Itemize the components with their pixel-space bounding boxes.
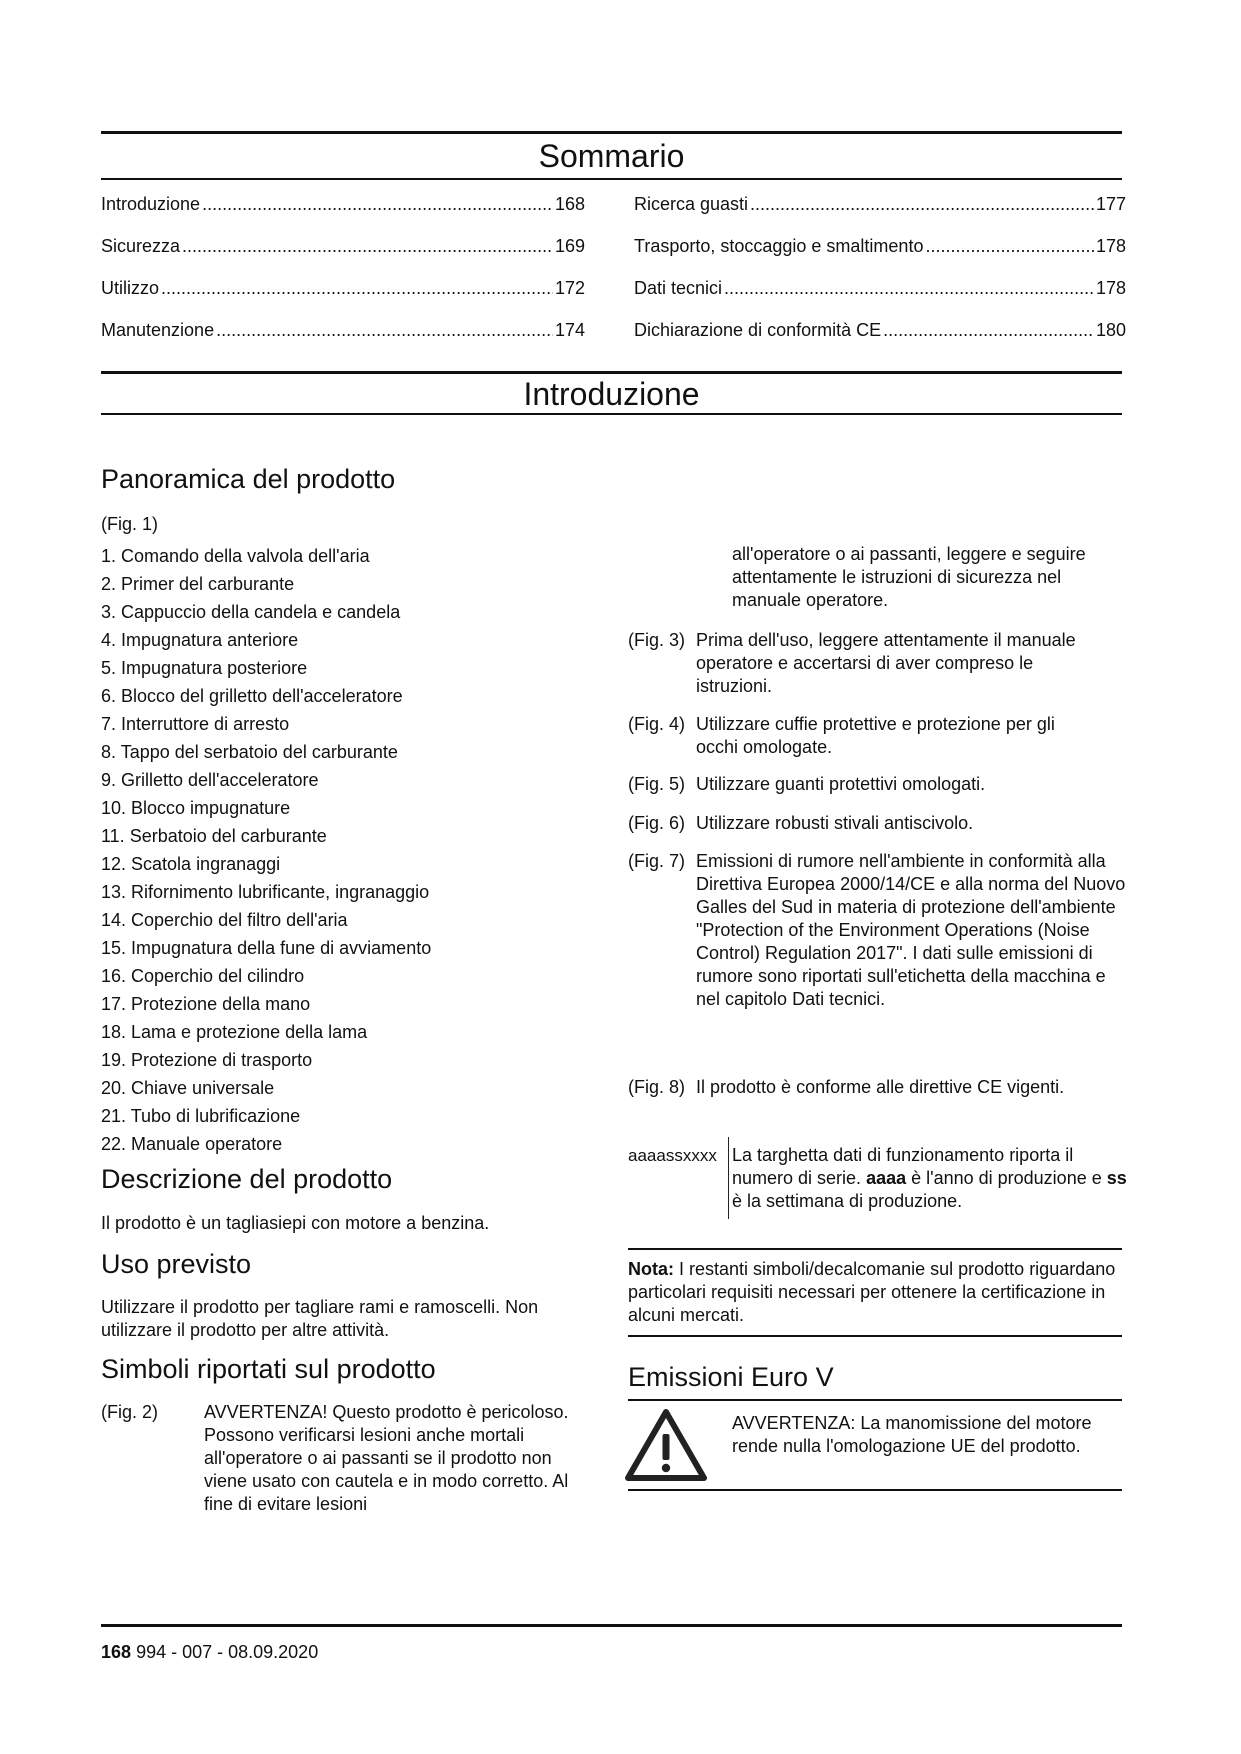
list-item: 12. Scatola ingranaggi bbox=[101, 854, 281, 874]
toc-page: 178 bbox=[1095, 278, 1126, 298]
intro-top-rule bbox=[101, 371, 1122, 374]
fig4-text: Utilizzare cuffie protettive e protezione per gli occhi omologate. bbox=[696, 714, 1055, 757]
list-item: 11. Serbatoio del carburante bbox=[101, 826, 327, 846]
fig5-ref: (Fig. 5) bbox=[628, 774, 686, 794]
warning-label: AVVERTENZA: bbox=[732, 1413, 856, 1433]
serial-bold-year: aaaa bbox=[866, 1168, 907, 1188]
list-item: 6. Blocco del grilletto dell'acceleratore bbox=[101, 686, 403, 706]
serial-text-3: è la settimana di produzione. bbox=[732, 1191, 963, 1211]
toc-entry-utilizzo[interactable] bbox=[101, 277, 585, 299]
toc-top-rule bbox=[101, 131, 1122, 134]
list-item: 22. Manuale operatore bbox=[101, 1134, 283, 1154]
list-item: 18. Lama e protezione della lama bbox=[101, 1022, 368, 1042]
toc-page: 168 bbox=[554, 194, 585, 214]
euro-heading: Emissioni Euro V bbox=[628, 1362, 834, 1392]
toc-entry-dati-tecnici[interactable] bbox=[634, 277, 1126, 299]
list-item: 7. Interruttore di arresto bbox=[101, 714, 290, 734]
toc-entry-sicurezza[interactable] bbox=[101, 235, 585, 257]
description-heading: Descrizione del prodotto bbox=[101, 1164, 393, 1194]
fig8-text: Il prodotto è conforme alle direttive CE vigenti. bbox=[696, 1077, 1065, 1097]
toc-label: Trasporto, stoccaggio e smaltimento bbox=[634, 236, 924, 256]
toc-entry-trasporto[interactable] bbox=[634, 235, 1126, 257]
serial-text-1: La targhetta dati di funzionamento riporta il numero di serie. bbox=[732, 1145, 1074, 1188]
list-item: 13. Rifornimento lubrificante, ingranaggio bbox=[101, 882, 430, 902]
toc-page: 169 bbox=[554, 236, 585, 256]
toc-label: Dati tecnici bbox=[634, 278, 723, 298]
list-item: 20. Chiave universale bbox=[101, 1078, 275, 1098]
fig7-ref: (Fig. 7) bbox=[628, 851, 686, 871]
overview-heading: Panoramica del prodotto bbox=[101, 464, 396, 494]
list-item: 5. Impugnatura posteriore bbox=[101, 658, 308, 678]
serial-code: aaaassxxxx bbox=[628, 1146, 717, 1165]
serial-description bbox=[732, 1144, 1127, 1213]
warning-bottom-rule bbox=[628, 1489, 1122, 1491]
fig6-text: Utilizzare robusti stivali antiscivolo. bbox=[696, 813, 974, 833]
fig2-text: AVVERTENZA! Questo prodotto è pericoloso. Possono verificarsi lesioni anche mortali all'operatore o ai passanti se il prodotto non viene usato con cautela e in modo corretto. Al fine di evitare lesioni bbox=[204, 1402, 569, 1514]
toc-page: 174 bbox=[554, 320, 585, 340]
fig4-ref: (Fig. 4) bbox=[628, 714, 686, 734]
list-item: 16. Coperchio del cilindro bbox=[101, 966, 305, 986]
toc-page: 172 bbox=[554, 278, 585, 298]
note bbox=[628, 1258, 1122, 1327]
list-item: 8. Tappo del serbatoio del carburante bbox=[101, 742, 398, 762]
fig2-continuation: all'operatore o ai passanti, leggere e seguire attentamente le istruzioni di sicurezza nel manuale operatore. bbox=[732, 544, 1086, 610]
use-text: Utilizzare il prodotto per tagliare rami e ramoscelli. Non utilizzare il prodotto per altre attività. bbox=[101, 1297, 539, 1340]
list-item: 9. Grilletto dell'acceleratore bbox=[101, 770, 319, 790]
toc-title: Sommario bbox=[538, 138, 685, 174]
toc-page: 178 bbox=[1095, 236, 1126, 256]
fig3-ref: (Fig. 3) bbox=[628, 630, 686, 650]
footer-rule bbox=[101, 1624, 1122, 1627]
fig5-text: Utilizzare guanti protettivi omologati. bbox=[696, 774, 986, 794]
list-item: 19. Protezione di trasporto bbox=[101, 1050, 313, 1070]
list-item: 14. Coperchio del filtro dell'aria bbox=[101, 910, 348, 930]
list-item: 15. Impugnatura della fune di avviamento bbox=[101, 938, 432, 958]
parts-list bbox=[101, 542, 431, 1158]
note-text: I restanti simboli/decalcomanie sul prodotto riguardano particolari requisiti necessari per ottenere la certificazione in alcuni mercati. bbox=[628, 1259, 1116, 1325]
serial-divider bbox=[728, 1137, 729, 1219]
warning-triangle-icon bbox=[624, 1408, 708, 1482]
description-text: Il prodotto è un tagliasiepi con motore a benzina. bbox=[101, 1213, 490, 1233]
toc-label: Sicurezza bbox=[101, 236, 181, 256]
toc-page: 180 bbox=[1095, 320, 1126, 340]
list-item: 17. Protezione della mano bbox=[101, 994, 311, 1014]
toc-label: Utilizzo bbox=[101, 278, 160, 298]
toc-entry-ricerca-guasti[interactable] bbox=[634, 193, 1126, 215]
note-top-rule bbox=[628, 1248, 1122, 1250]
warning-text bbox=[732, 1412, 1122, 1458]
list-item: 2. Primer del carburante bbox=[101, 574, 295, 594]
toc-entry-introduzione[interactable] bbox=[101, 193, 585, 215]
footer bbox=[101, 1641, 318, 1664]
list-item: 1. Comando della valvola dell'aria bbox=[101, 546, 370, 566]
toc-label: Introduzione bbox=[101, 194, 201, 214]
fig6-ref: (Fig. 6) bbox=[628, 813, 686, 833]
footer-page-number: 168 bbox=[101, 1642, 132, 1662]
list-item: 10. Blocco impugnature bbox=[101, 798, 291, 818]
fig8-ref: (Fig. 8) bbox=[628, 1077, 686, 1097]
toc-label: Manutenzione bbox=[101, 320, 215, 340]
note-label: Nota: bbox=[628, 1259, 674, 1279]
serial-text-2: è l'anno di produzione e bbox=[911, 1168, 1102, 1188]
footer-doc-info: 994 - 007 - 08.09.2020 bbox=[136, 1642, 319, 1662]
list-item: 21. Tubo di lubrificazione bbox=[101, 1106, 301, 1126]
fig7-text: Emissioni di rumore nell'ambiente in conformità alla Direttiva Europea 2000/14/CE e alla norma del Nuovo Galles del Sud in materia di protezione dell'ambiente "Protection of the Environment Operations (Noise Control) Regulation 2017". I dati sulle emissioni di rumore sono riportati sull'etichetta della macchina e nel capitolo Dati tecnici. bbox=[696, 851, 1126, 1009]
warning-top-rule bbox=[628, 1399, 1122, 1401]
toc-page: 177 bbox=[1095, 194, 1126, 214]
fig1-ref: (Fig. 1) bbox=[101, 514, 159, 534]
intro-title-rule bbox=[101, 413, 1122, 415]
fig3-text: Prima dell'uso, leggere attentamente il manuale operatore e accertarsi di aver compreso le istruzioni. bbox=[696, 630, 1076, 696]
toc-title-rule bbox=[101, 178, 1122, 180]
serial-bold-week: ss bbox=[1106, 1168, 1127, 1188]
note-bottom-rule bbox=[628, 1335, 1122, 1337]
use-heading: Uso previsto bbox=[101, 1249, 252, 1279]
fig2-ref: (Fig. 2) bbox=[101, 1402, 159, 1422]
warning-body: La manomissione del motore rende nulla l'omologazione UE del prodotto. bbox=[732, 1413, 1092, 1456]
intro-title: Introduzione bbox=[523, 376, 700, 412]
toc-entry-dichiarazione[interactable] bbox=[634, 319, 1126, 341]
toc-label: Dichiarazione di conformità CE bbox=[634, 320, 882, 340]
symbols-heading: Simboli riportati sul prodotto bbox=[101, 1354, 436, 1384]
toc-label: Ricerca guasti bbox=[634, 194, 749, 214]
list-item: 4. Impugnatura anteriore bbox=[101, 630, 299, 650]
list-item: 3. Cappuccio della candela e candela bbox=[101, 602, 401, 622]
toc-entry-manutenzione[interactable] bbox=[101, 319, 585, 341]
